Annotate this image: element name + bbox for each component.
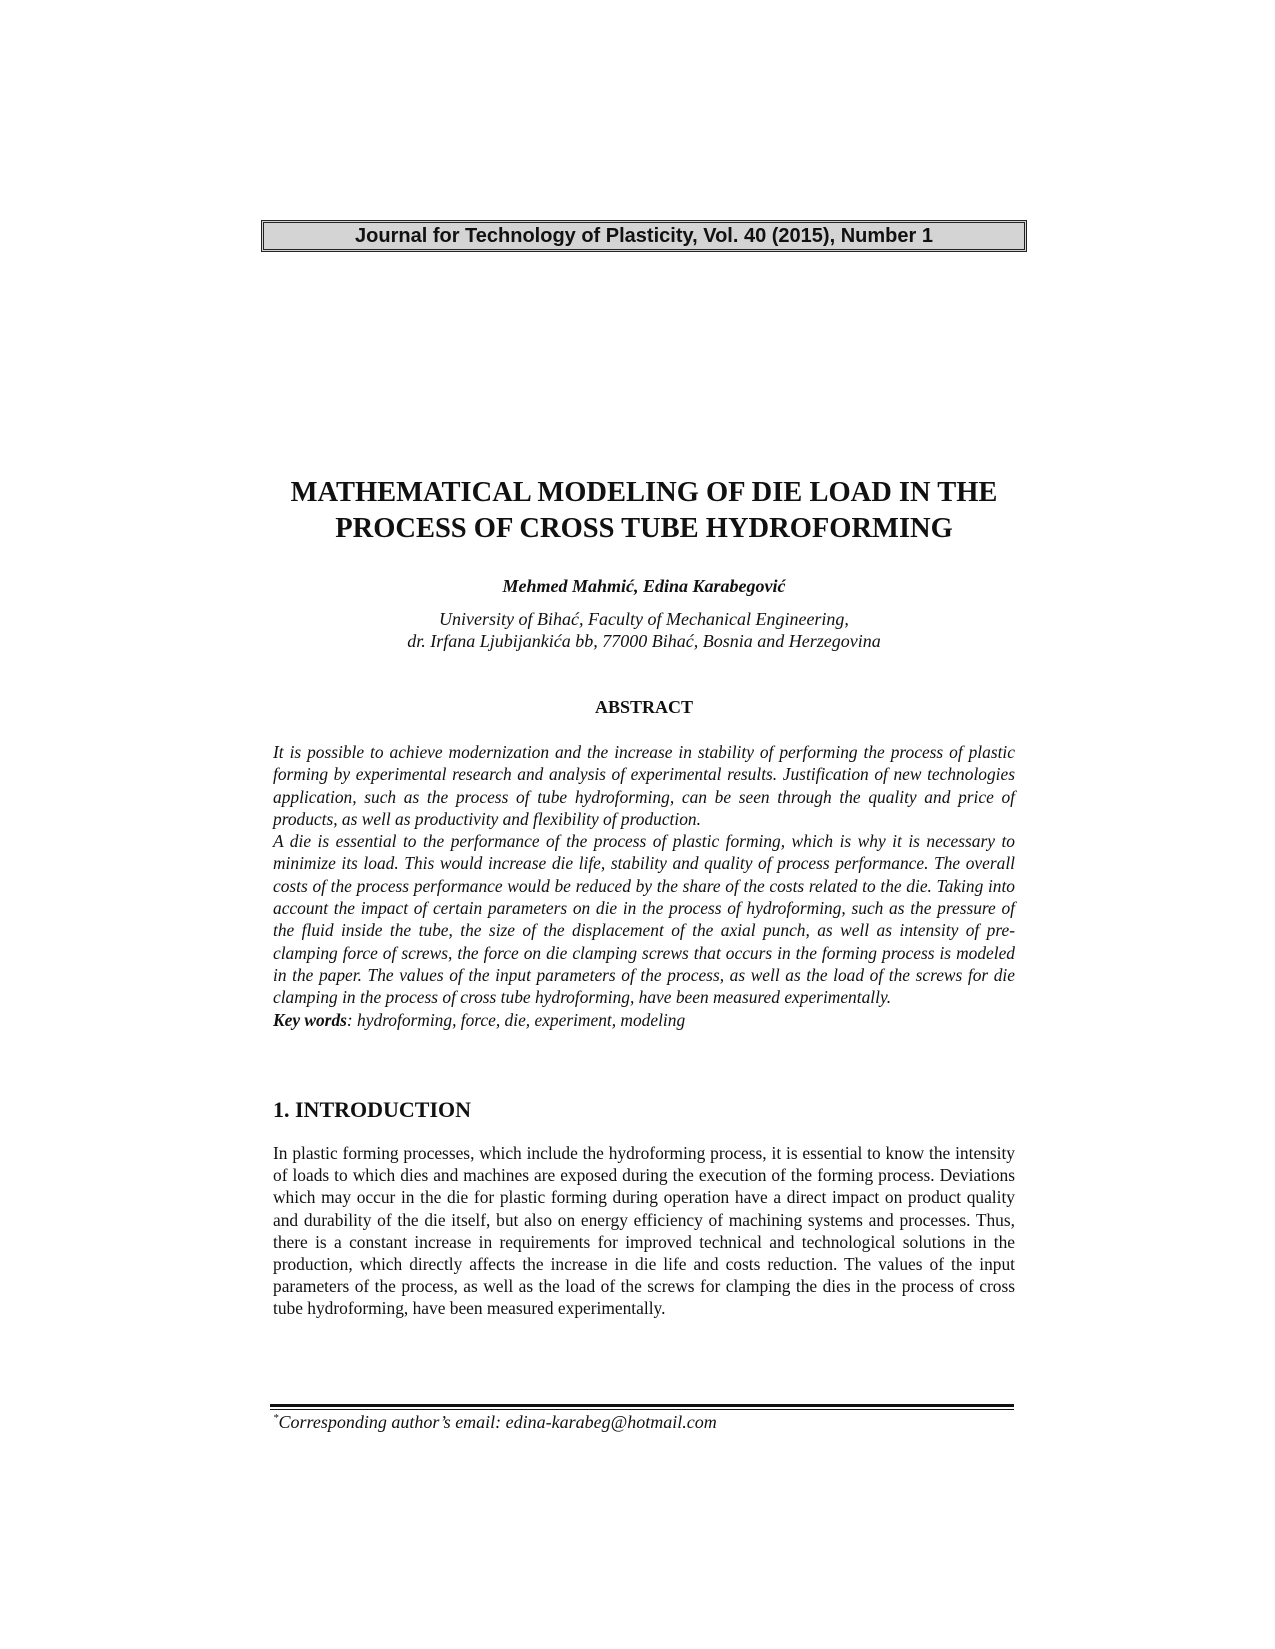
abstract-paragraph-1: It is possible to achieve modernization and the increase in stability of performing the process of plastic forming by experimental research and analysis of experimental results. Justification of new technologies application, such as the process of tube hydroforming, can be seen through the quality and price of products, as well as productivity and flexibility of production. [273,742,1015,829]
affiliation-line-2: dr. Irfana Ljubijankića bb, 77000 Bihać, Bosnia and Herzegovina [407,631,881,651]
keywords-label: Key words [273,1009,347,1030]
paper-title-line-2: PROCESS OF CROSS TUBE HYDROFORMING [335,513,953,544]
abstract-heading: ABSTRACT [594,697,694,717]
footnote-text: Corresponding author’s email: edina-karabeg@hotmail.com [278,1412,717,1432]
footnote [273,1411,717,1433]
keywords-line [273,1009,1015,1031]
author-list: Mehmed Mahmić, Edina Karabegović [502,576,786,596]
abstract-body [273,741,1015,1031]
keywords-text: : hydroforming, force, die, experiment, modeling [346,1009,686,1030]
introduction-paragraph: In plastic forming processes, which include the hydroforming process, it is essential to know the intensity of loads to which dies and machines are exposed during the execution of the forming process. Deviations which may occur in the die for plastic forming during operation have a direct impact on product quality and durability of the die itself, but also on energy efficiency of machining systems and processes. Thus, there is a constant increase in requirements for improved technical and technological solutions in the production, which directly affects the increase in die life and costs reduction. The values of the input parameters of the process, as well as the load of the screws for clamping the dies in the process of cross tube hydroforming, have been measured experimentally. [273,1143,1015,1319]
affiliation-line-1: University of Bihać, Faculty of Mechanical Engineering, [439,609,849,629]
section-heading-introduction: 1. INTRODUCTION [273,1097,472,1122]
affiliation [261,608,1027,652]
abstract-paragraph-2: A die is essential to the performance of the process of plastic forming, which is why it is necessary to minimize its load. This would increase die life, stability and quality of process performance. The overall costs of the process performance would be reduced by the share of the costs related to the die. Taking into account the impact of certain parameters on die in the process of hydroforming, such as the pressure of the fluid inside the tube, the size of the displacement of the axial punch, as well as intensity of pre-clamping force of screws, the force on die clamping screws that occurs in the forming process is modeled in the paper. The values of the input parameters of the process, as well as the load of the screws for die clamping in the process of cross tube hydroforming, have been measured experimentally. [273,831,1015,1008]
footnote-divider [270,1404,1014,1410]
paper-title-line-1: MATHEMATICAL MODELING OF DIE LOAD IN THE [290,477,998,508]
paper-title [261,475,1027,547]
footnote-marker: * [273,1412,279,1424]
journal-header: Journal for Technology of Plasticity, Vol. 40 (2015), Number 1 [261,220,1027,252]
